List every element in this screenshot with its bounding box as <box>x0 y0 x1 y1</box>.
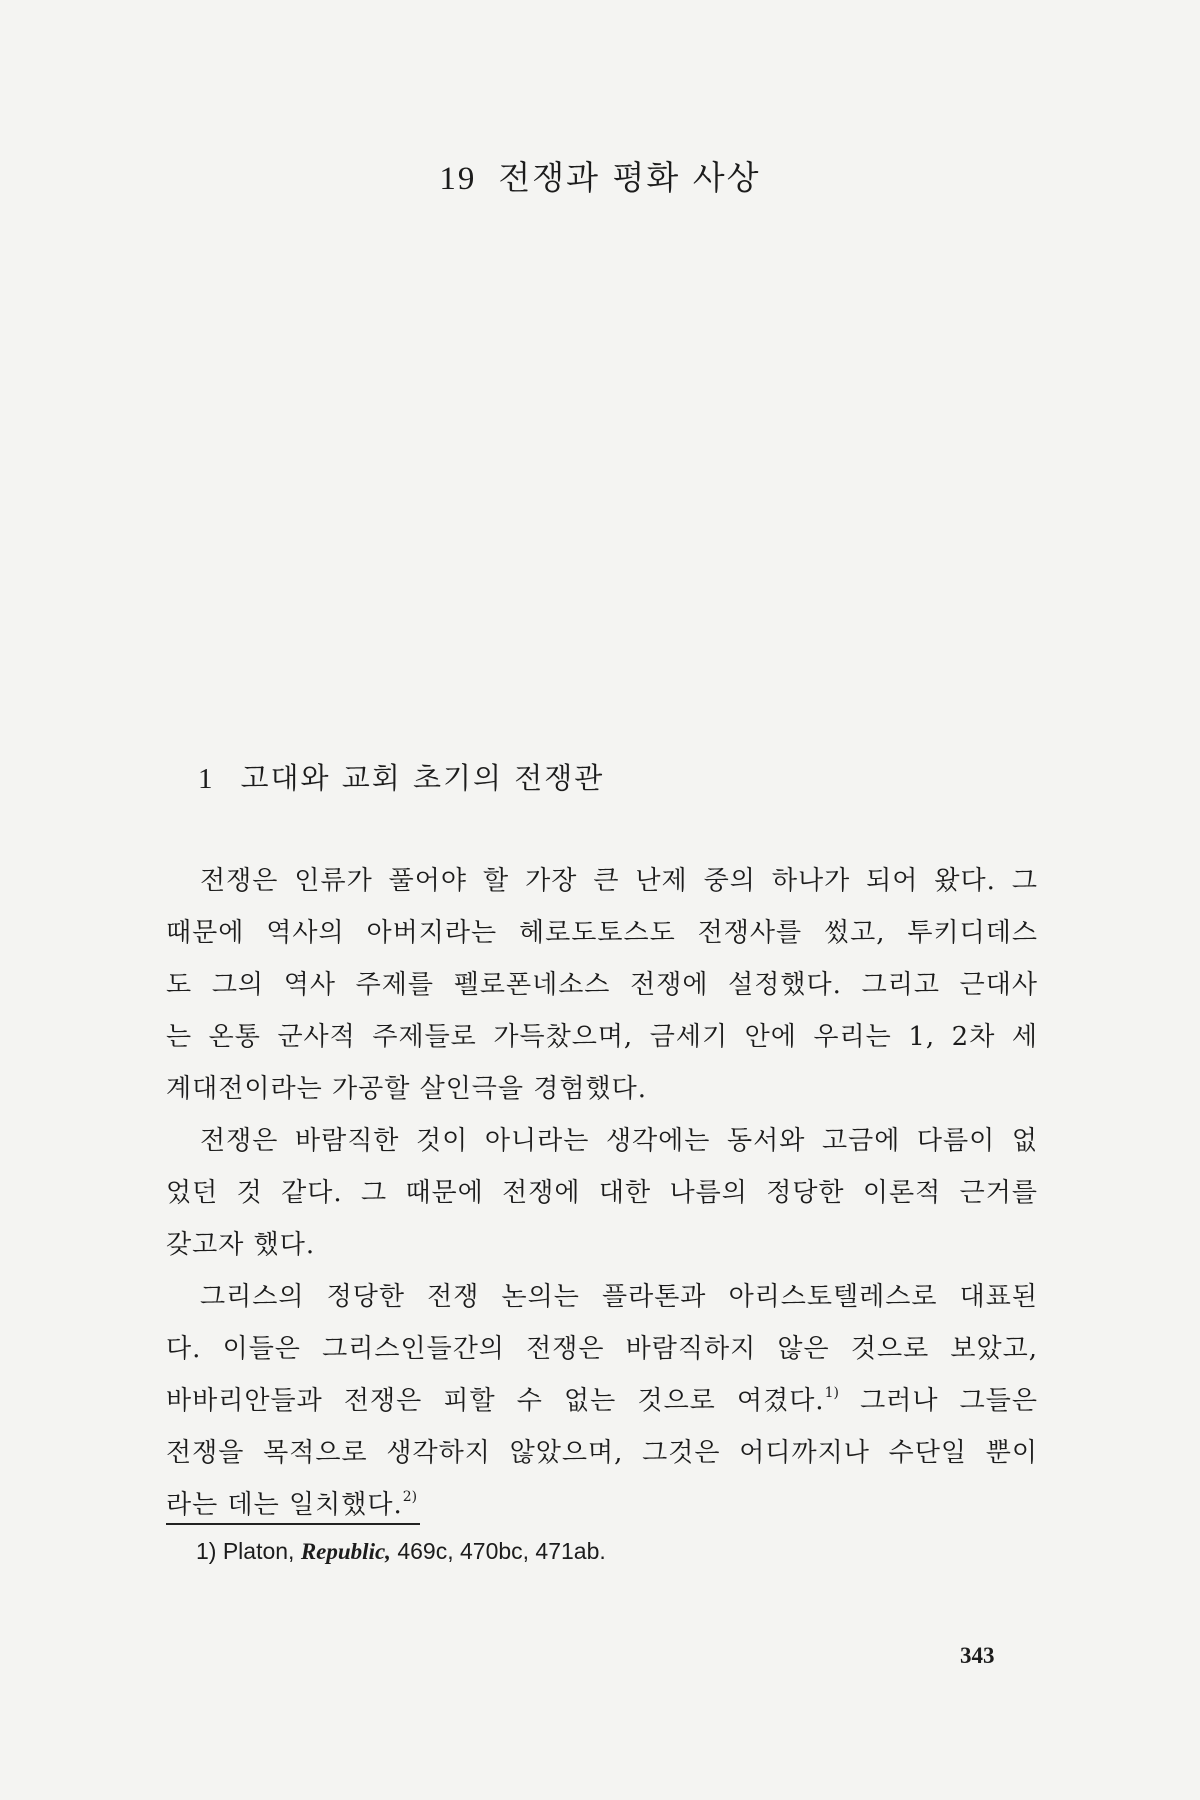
footnote-author: Platon, <box>222 1538 295 1564</box>
text-line: 전쟁을 목적으로 생각하지 않았으며, 그것은 어디까지나 수단일 뿐이 <box>166 1438 1038 1468</box>
body-text <box>166 855 1038 1531</box>
section-title-text: 고대와 교회 초기의 전쟁관 <box>240 761 605 795</box>
footnote-divider <box>166 1523 420 1525</box>
section-heading <box>198 756 604 797</box>
footnote-work-title: Republic, <box>300 1539 391 1564</box>
text-line: 도 그의 역사 주제를 펠로폰네소스 전쟁에 설정했다. 그리고 근대사 <box>166 970 1038 1000</box>
footnote-number: 1) <box>196 1538 217 1564</box>
text-line-segment: 라는 데는 일치했다. <box>166 1490 403 1520</box>
text-line: 었던 것 같다. 그 때문에 전쟁에 대한 나름의 정당한 이론적 근거를 <box>166 1178 1038 1208</box>
footnote-mark: 2) <box>402 1489 418 1505</box>
text-line: 는 온통 군사적 주제들로 가득찼으며, 금세기 안에 우리는 1, 2차 세 <box>166 1022 1038 1052</box>
footnote <box>196 1538 606 1565</box>
text-line: 전쟁은 인류가 풀어야 할 가장 큰 난제 중의 하나가 되어 왔다. 그 <box>200 866 1038 896</box>
page-number: 343 <box>960 1643 995 1668</box>
chapter-title <box>0 152 1200 199</box>
text-line: 다. 이들은 그리스인들간의 전쟁은 바람직하지 않은 것으로 보았고, <box>166 1334 1038 1364</box>
chapter-number: 19 <box>439 161 477 197</box>
text-line-segment: 바바리안들과 전쟁은 피할 수 없는 것으로 여겼다. <box>166 1386 825 1416</box>
text-line: 계대전이라는 가공할 살인극을 경험했다. <box>166 1074 648 1104</box>
footnote-refs: 469c, 470bc, 471ab. <box>397 1538 606 1564</box>
text-line-segment: 그러나 그들은 <box>860 1386 1038 1416</box>
text-line: 갖고자 했다. <box>166 1230 316 1260</box>
footnote-mark: 1) <box>824 1385 839 1401</box>
text-line: 전쟁은 바람직한 것이 아니라는 생각에는 동서와 고금에 다름이 없 <box>200 1126 1038 1156</box>
text-line-with-footnote <box>166 1375 1038 1427</box>
text-line: 때문에 역사의 아버지라는 헤로도토스도 전쟁사를 썼고, 투키디데스 <box>166 918 1038 948</box>
section-number: 1 <box>198 763 215 795</box>
chapter-title-text: 전쟁과 평화 사상 <box>498 158 761 197</box>
text-line: 그리스의 정당한 전쟁 논의는 플라톤과 아리스토텔레스로 대표된 <box>200 1282 1038 1312</box>
